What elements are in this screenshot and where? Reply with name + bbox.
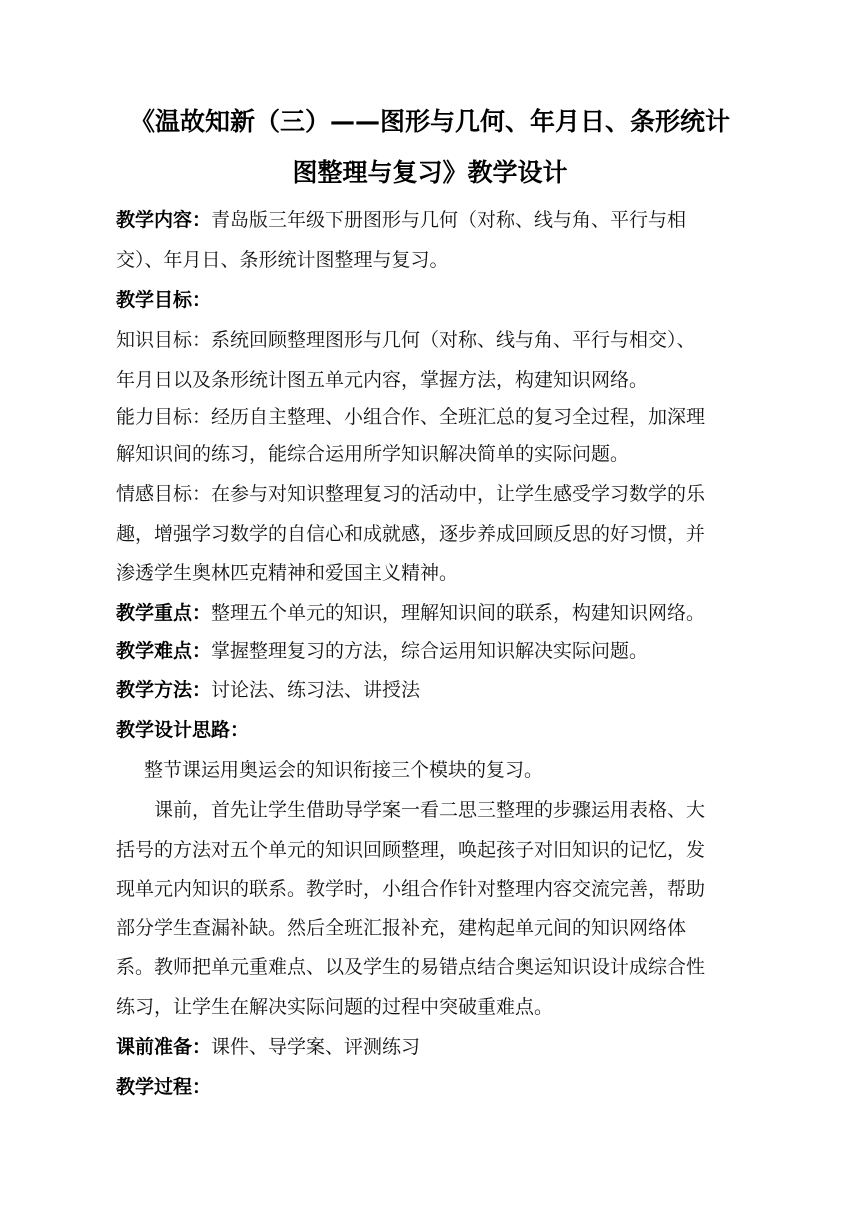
preparation-text: 课件、导学案、评测练习 xyxy=(211,1036,421,1058)
preparation-label: 课前准备： xyxy=(116,1036,212,1058)
design-ideas-paragraph-1: 整节课运用奥运会的知识衔接三个模块的复习。 xyxy=(144,759,544,781)
design-ideas-paragraph-2-line-6: 练习，让学生在解决实际问题的过程中突破重难点。 xyxy=(116,996,554,1018)
key-points-text: 整理五个单元的知识，理解知识间的联系，构建知识网络。 xyxy=(211,602,706,624)
document-title-line-1: 《温故知新（三）——图形与几何、年月日、条形统计 xyxy=(129,107,730,136)
teaching-content-text: 青岛版三年级下册图形与几何（对称、线与角、平行与相 xyxy=(211,209,687,231)
design-ideas-paragraph-2-line-4: 部分学生查漏补缺。然后全班汇报补充，建构起单元间的知识网络体 xyxy=(116,917,687,939)
key-points-line xyxy=(116,599,705,627)
emotion-objective-line-3: 渗透学生奥林匹克精神和爱国主义精神。 xyxy=(116,562,459,584)
design-ideas-heading: 教学设计思路： xyxy=(116,719,250,741)
document-title-line-2: 图整理与复习》教学设计 xyxy=(292,158,568,187)
emotion-objective-line-1: 情感目标：在参与对知识整理复习的活动中，让学生感受学习数学的乐 xyxy=(116,483,706,505)
teaching-content-line-2: 交）、年月日、条形统计图整理与复习。 xyxy=(116,249,449,271)
knowledge-objective-line-2: 年月日以及条形统计图五单元内容，掌握方法，构建知识网络。 xyxy=(116,369,649,391)
difficulties-line xyxy=(116,637,648,665)
design-ideas-paragraph-2-line-3: 现单元内知识的联系。教学时，小组合作针对整理内容交流完善，帮助 xyxy=(116,878,706,900)
preparation-line xyxy=(116,1033,420,1061)
teaching-content-line-1 xyxy=(116,206,686,234)
methods-line xyxy=(116,676,420,704)
ability-objective-line-2: 解知识间的练习，能综合运用所学知识解决简单的实际问题。 xyxy=(116,443,630,465)
methods-text: 讨论法、练习法、讲授法 xyxy=(211,679,421,701)
methods-label: 教学方法： xyxy=(116,679,212,701)
design-ideas-paragraph-2-line-1: 课前，首先让学生借助导学案一看二思三整理的步骤运用表格、大 xyxy=(154,799,706,821)
objectives-heading: 教学目标： xyxy=(116,289,212,311)
emotion-objective-line-2: 趣，增强学习数学的自信心和成就感，逐步养成回顾反思的好习惯，并 xyxy=(116,523,706,545)
process-heading: 教学过程： xyxy=(116,1076,212,1098)
design-ideas-paragraph-2-line-5: 系。教师把单元重难点、以及学生的易错点结合奥运知识设计成综合性 xyxy=(116,956,706,978)
difficulties-text: 掌握整理复习的方法，综合运用知识解决实际问题。 xyxy=(211,640,649,662)
design-ideas-paragraph-2-line-2: 括号的方法对五个单元的知识回顾整理，唤起孩子对旧知识的记忆，发 xyxy=(116,839,706,861)
difficulties-label: 教学难点： xyxy=(116,640,212,662)
ability-objective-line-1: 能力目标：经历自主整理、小组合作、全班汇总的复习全过程，加深理 xyxy=(116,406,706,428)
key-points-label: 教学重点： xyxy=(116,602,212,624)
knowledge-objective-line-1: 知识目标：系统回顾整理图形与几何（对称、线与角、平行与相交）、 xyxy=(116,329,696,351)
teaching-content-label: 教学内容： xyxy=(116,209,212,231)
